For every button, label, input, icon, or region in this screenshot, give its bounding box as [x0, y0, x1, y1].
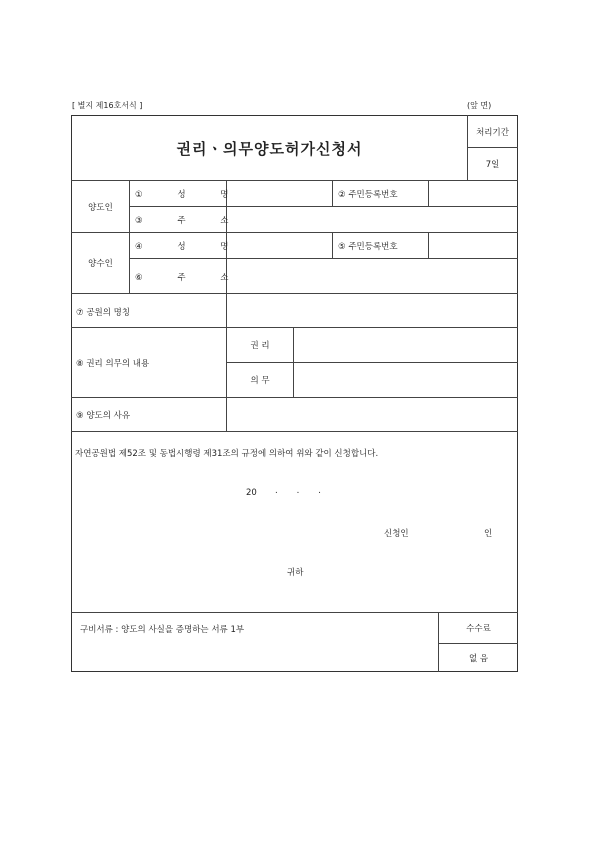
transferee-name-label: ④ 성 명	[135, 242, 245, 252]
row-divider	[71, 293, 518, 294]
row-divider	[71, 180, 518, 181]
column-divider	[332, 180, 333, 206]
row-divider	[71, 397, 518, 398]
transferee-rrn-label: ⑤ 주민등록번호	[338, 242, 398, 252]
row-divider	[71, 327, 518, 328]
column-divider	[428, 180, 429, 206]
transferee-label: 양수인	[88, 259, 113, 269]
duty-label: 의 무	[250, 376, 270, 386]
transferor-name-label: ① 성 명	[135, 190, 245, 200]
transferee-address-label: ⑥ 주 소	[135, 273, 245, 283]
content-label: ⑧ 권리 의무의 내용	[76, 359, 150, 369]
column-divider	[293, 327, 294, 397]
seal-mark: 인	[484, 529, 493, 539]
addressee: 귀하	[287, 568, 304, 578]
fee-label: 수수료	[466, 624, 491, 634]
column-divider	[129, 180, 130, 293]
transferor-label: 양도인	[88, 202, 113, 213]
park-name-label: ⑦ 공원의 명칭	[76, 308, 131, 318]
fee-value: 없 음	[468, 654, 489, 664]
processing-period-value: 7일	[485, 160, 500, 170]
form-number: [ 별지 제16호서식 ]	[72, 101, 143, 110]
date-separators: . . .	[275, 486, 321, 496]
column-divider	[428, 232, 429, 258]
row-divider	[71, 232, 518, 233]
page-side-label: (앞 면)	[467, 101, 492, 110]
row-divider	[129, 206, 518, 207]
transferor-address-label: ③ 주 소	[135, 216, 245, 226]
right-label: 권 리	[250, 341, 270, 351]
transferor-rrn-label: ② 주민등록번호	[338, 190, 398, 200]
reason-label: ⑨ 양도의 사유	[76, 411, 131, 421]
date-year: 20	[246, 488, 257, 498]
declaration-text: 자연공원법 제52조 및 동법시행령 제31조의 규정에 의하여 위와 같이 신청합니다.	[75, 449, 379, 459]
processing-period-label: 처리기간	[476, 127, 509, 138]
column-divider	[332, 232, 333, 258]
row-divider	[129, 258, 518, 259]
form-title: 권리ㆍ의무양도허가신청서	[176, 140, 363, 158]
required-documents: 구비서류 : 양도의 사실을 증명하는 서류 1부	[80, 625, 245, 635]
row-divider	[71, 431, 518, 432]
applicant-label: 신청인	[384, 529, 409, 539]
